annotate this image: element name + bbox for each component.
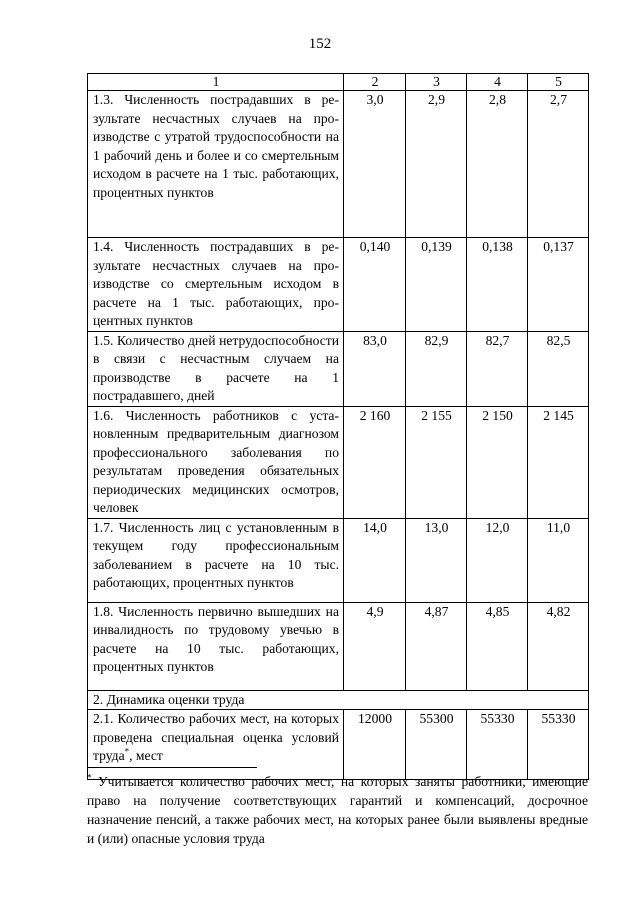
footnote-divider [87,767,257,768]
footnote-text: Учитывается количество рабочих мест, на которых заняты работники, имеющие право на получение соответствующих гарантий и компенсаций, досрочное назначение пенсий, а также рабочих мест, на которых ранее были выявлены вредные и (или) опасные условия труда [87,774,588,846]
value-cell: 4,87 [406,602,467,690]
value-cell: 55300 [406,710,467,780]
value-cell: 82,7 [467,331,528,406]
column-header: 5 [528,74,589,91]
indicator-label: 1.3. Численность пострадавших в результате несчастных случаев на производстве с утратой трудоспособности на 1 рабочий день и более и со смертельным исходом в расчете на 1 тыс. работающих, процентных пунктов [88,91,344,238]
column-header: 4 [467,74,528,91]
column-header: 2 [344,74,406,91]
section-heading: 2. Динамика оценки труда [88,690,589,710]
value-cell: 12000 [344,710,406,780]
table-row [88,331,589,406]
indicator-label: 1.7. Численность лиц с установленным в текущем году профессиональным заболеванием в расчете на 10 тыс. работающих, процентных пунктов [88,518,344,602]
value-cell: 2,8 [467,91,528,238]
indicator-label-unit: , мест [129,748,163,763]
value-cell: 12,0 [467,518,528,602]
indicator-label: 1.5. Количество дней нетрудоспособности в связи с несчастным случаем на производстве в расчете на 1 пострадавшего, дней [88,331,344,406]
value-cell: 2 160 [344,406,406,518]
value-cell: 14,0 [344,518,406,602]
indicator-label: 1.6. Численность работников с установленным предварительным диагнозом профессионального заболевания по результатам проведения обязательных периодических медицинских осмотров, человек [88,406,344,518]
value-cell: 2,9 [406,91,467,238]
value-cell: 2,7 [528,91,589,238]
value-cell: 55330 [528,710,589,780]
footnote-marker: * [87,772,92,783]
value-cell: 0,140 [344,238,406,332]
table-row [88,710,589,780]
value-cell: 82,5 [528,331,589,406]
value-cell: 4,85 [467,602,528,690]
table-row [88,91,589,238]
value-cell: 0,138 [467,238,528,332]
column-header: 1 [88,74,344,91]
footnote-marker: * [124,746,130,757]
indicator-label: 1.4. Численность пострадавших в результате несчастных случаев на производстве со смертельным исходом в расчете на 1 тыс. работающих, процентных пунктов [88,238,344,332]
value-cell: 82,9 [406,331,467,406]
value-cell: 0,137 [528,238,589,332]
indicator-label [87,710,344,783]
footnote [87,772,588,848]
column-header: 3 [406,74,467,91]
value-cell: 3,0 [344,91,406,238]
table-row [88,406,589,518]
value-cell: 13,0 [406,518,467,602]
value-cell: 55330 [467,710,528,780]
value-cell: 4,9 [344,602,406,690]
indicators-table [87,73,589,783]
value-cell: 2 150 [467,406,528,518]
table-row [88,518,589,602]
header-row [88,74,589,91]
value-cell: 11,0 [528,518,589,602]
section-row [88,690,589,710]
table-row [88,602,589,690]
value-cell: 83,0 [344,331,406,406]
value-cell: 4,82 [528,602,589,690]
indicator-label: 1.8. Численность первично вышедших на инвалидность по трудовому увечью в расчете на 10 тыс. работающих, процентных пунктов [88,602,344,690]
indicator-label-text: 2.1. Количество рабочих мест, на которых проведена специальная оценка условий труда [93,711,339,763]
value-cell: 0,139 [406,238,467,332]
value-cell: 2 145 [528,406,589,518]
page-number: 152 [308,36,332,52]
value-cell: 2 155 [406,406,467,518]
table-row [88,238,589,332]
